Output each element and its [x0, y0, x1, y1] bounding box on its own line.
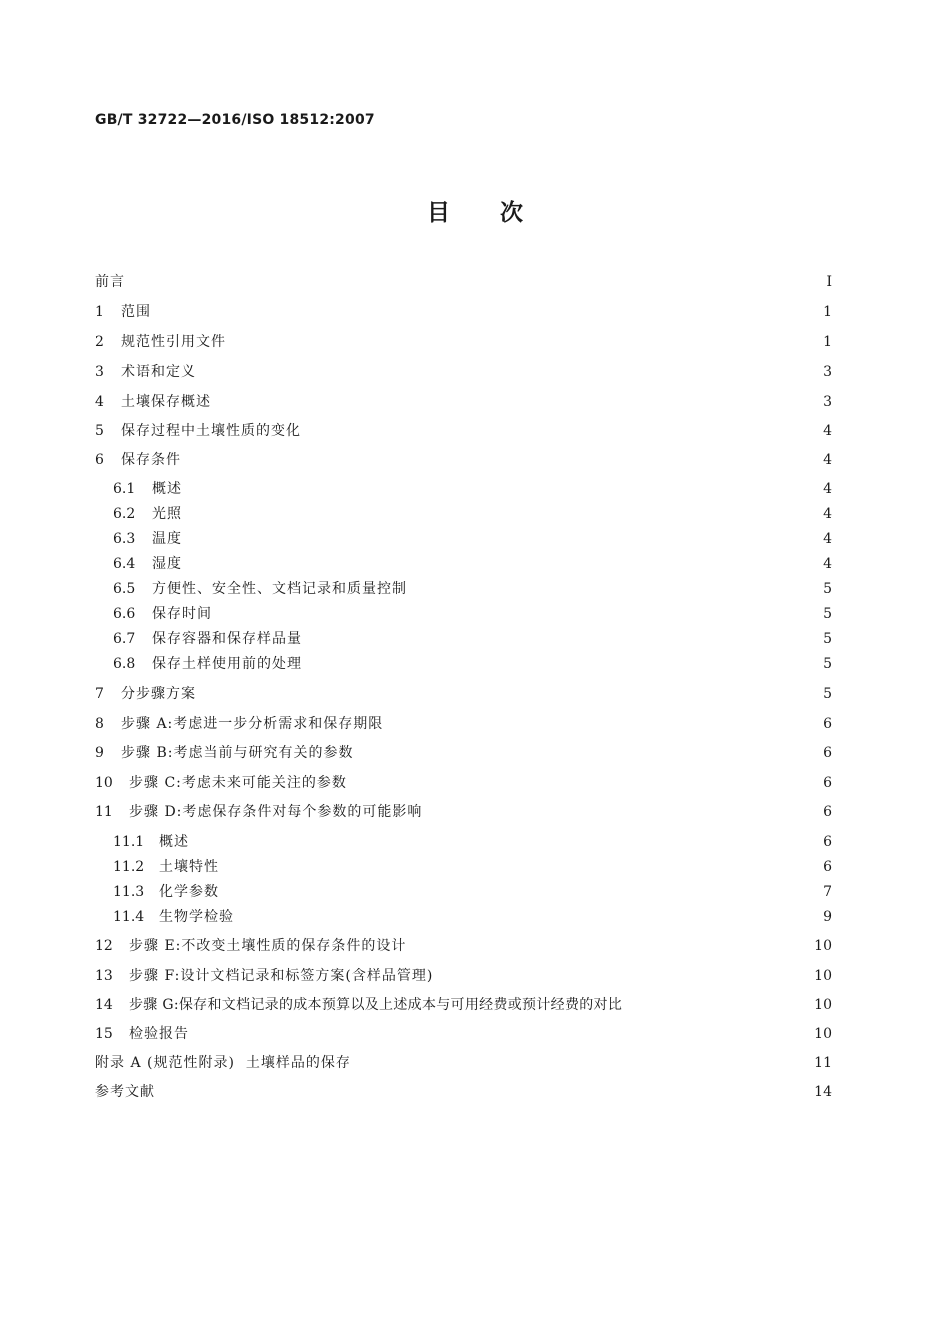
toc-entry-label: 温度	[152, 531, 182, 547]
toc-entry[interactable]	[95, 743, 832, 763]
toc-entry-page: 10	[814, 968, 832, 984]
toc-entry-page: 10	[814, 997, 832, 1013]
toc-entry-page: 6	[823, 834, 832, 850]
toc-entry-page: 4	[823, 556, 832, 572]
toc-entry[interactable]	[95, 684, 832, 704]
toc-entry-label: 保存时间	[152, 606, 212, 622]
dot-leader	[202, 684, 814, 704]
toc-entry-label: 规范性引用文件	[121, 334, 226, 350]
toc-entry-number: 11.4	[113, 909, 145, 925]
toc-entry[interactable]	[113, 882, 832, 902]
toc-entry[interactable]	[113, 479, 832, 499]
toc-entry-page: 11	[814, 1055, 832, 1071]
toc-entry[interactable]	[95, 936, 832, 956]
toc-entry-page: 5	[823, 686, 832, 702]
dot-leader	[307, 421, 814, 441]
toc-entry[interactable]	[113, 579, 832, 599]
toc-entry-number: 6.7	[113, 631, 136, 647]
toc-entry[interactable]	[113, 857, 832, 877]
toc-entry-label: 化学参数	[159, 884, 219, 900]
toc-entry-label: 步骤 A:考虑进一步分析需求和保存期限	[121, 716, 384, 732]
toc-entry-page: 6	[823, 859, 832, 875]
toc-entry-page: 6	[823, 804, 832, 820]
dot-leader	[131, 272, 814, 292]
toc-entry-number: 6.5	[113, 581, 136, 597]
dot-leader	[389, 714, 814, 734]
dot-leader	[413, 579, 814, 599]
toc-entry-page: 4	[823, 531, 832, 547]
toc-entry[interactable]	[113, 604, 832, 624]
toc-entry-label: 土壤特性	[159, 859, 219, 875]
toc-entry-label: 方便性、安全性、文档记录和质量控制	[152, 581, 407, 597]
toc-entry-number: 3	[95, 364, 104, 380]
dot-leader	[232, 332, 814, 352]
toc-entry-page: 10	[814, 938, 832, 954]
toc-entry-label: 光照	[152, 506, 182, 522]
dot-leader	[217, 392, 814, 412]
dot-leader	[353, 773, 814, 793]
toc-entry-number: 10	[95, 775, 113, 791]
toc-entry[interactable]	[95, 714, 832, 734]
toc-entry[interactable]	[113, 629, 832, 649]
dot-leader	[195, 1024, 808, 1044]
toc-entry-label: 范围	[121, 304, 151, 320]
toc-entry-label: 步骤 B:考虑当前与研究有关的参数	[121, 745, 354, 761]
toc-entry-page: 5	[823, 606, 832, 622]
toc-entry-page: 10	[814, 1026, 832, 1042]
toc-entry-label: 前言	[95, 274, 125, 290]
toc-entry[interactable]	[95, 995, 832, 1015]
dot-leader	[161, 1082, 808, 1102]
toc-entry[interactable]	[113, 504, 832, 524]
toc-entry-label: 参考文献	[95, 1084, 155, 1100]
dot-leader	[357, 1053, 808, 1073]
toc-entry-page: 4	[823, 506, 832, 522]
toc-entry-number: 8	[95, 716, 104, 732]
dot-leader	[412, 936, 808, 956]
toc-entry-number: 6.6	[113, 606, 136, 622]
dot-leader	[188, 504, 814, 524]
toc-entry-number: 11.1	[113, 834, 145, 850]
dot-leader	[308, 654, 814, 674]
toc-entry-page: 6	[823, 716, 832, 732]
toc-entry[interactable]	[95, 272, 832, 292]
toc-entry-number: 13	[95, 968, 113, 984]
toc-entry-label: 保存容器和保存样品量	[152, 631, 302, 647]
toc-entry-label: 概述	[152, 481, 182, 497]
toc-entry-page: 1	[823, 304, 832, 320]
toc-entry-number: 6.8	[113, 656, 136, 672]
toc-entry-page: 5	[823, 631, 832, 647]
dot-leader	[225, 882, 814, 902]
dot-leader	[439, 966, 808, 986]
toc-entry-page: 4	[823, 452, 832, 468]
toc-entry[interactable]	[95, 392, 832, 412]
toc-entry-number: 11.3	[113, 884, 145, 900]
toc-entry-label: 保存过程中土壤性质的变化	[121, 423, 301, 439]
toc-entry-page: Ⅰ	[826, 274, 832, 290]
toc-entry-label: 附录 A (规范性附录) 土壤样品的保存	[95, 1055, 351, 1071]
toc-entry-page: 5	[823, 656, 832, 672]
toc-entry-number: 6.1	[113, 481, 136, 497]
toc-entry-label: 分步骤方案	[121, 686, 196, 702]
toc-entry[interactable]	[113, 907, 832, 927]
standard-code: GB/T 32722—2016/ISO 18512:2007	[95, 112, 375, 128]
toc-entry[interactable]	[95, 1024, 832, 1044]
toc-entry-page: 1	[823, 334, 832, 350]
toc-entry-number: 4	[95, 394, 104, 410]
toc-entry-label: 土壤保存概述	[121, 394, 211, 410]
dot-leader	[188, 554, 814, 574]
toc-entry[interactable]	[95, 332, 832, 352]
toc-entry-page: 5	[823, 581, 832, 597]
toc-entry-number: 6	[95, 452, 104, 468]
toc-entry-page: 4	[823, 481, 832, 497]
toc-entry-label: 概述	[159, 834, 189, 850]
dot-leader	[428, 802, 814, 822]
toc-entry-label: 生物学检验	[159, 909, 234, 925]
toc-entry-label: 湿度	[152, 556, 182, 572]
dot-leader	[240, 907, 814, 927]
toc-entry[interactable]	[95, 302, 832, 322]
dot-leader	[628, 995, 808, 1015]
dot-leader	[188, 529, 814, 549]
dot-leader	[188, 479, 814, 499]
title-char-2: 次	[500, 200, 523, 226]
toc-entry-label: 步骤 C:考虑未来可能关注的参数	[129, 775, 347, 791]
toc-entry-number: 11	[95, 804, 113, 820]
toc-entry-page: 6	[823, 745, 832, 761]
toc-entry[interactable]	[95, 362, 832, 382]
toc-entry-number: 12	[95, 938, 113, 954]
toc-entry-number: 1	[95, 304, 104, 320]
toc-entry[interactable]	[95, 1053, 832, 1073]
toc-entry-page: 14	[814, 1084, 832, 1100]
toc-entry-number: 6.2	[113, 506, 136, 522]
toc-entry-label: 术语和定义	[121, 364, 196, 380]
toc-entry-number: 5	[95, 423, 104, 439]
toc-entry-label: 保存土样使用前的处理	[152, 656, 302, 672]
dot-leader	[187, 450, 814, 470]
toc-entry[interactable]	[113, 529, 832, 549]
toc-entry-label: 步骤 D:考虑保存条件对每个参数的可能影响	[129, 804, 423, 820]
toc-entry[interactable]	[95, 773, 832, 793]
page-title	[0, 194, 950, 227]
dot-leader	[195, 832, 814, 852]
title-char-1: 目	[427, 200, 450, 226]
toc-entry-label: 步骤 G:保存和文档记录的成本预算以及上述成本与可用经费或预计经费的对比	[129, 997, 623, 1013]
toc-entry-number: 2	[95, 334, 104, 350]
toc-entry[interactable]	[95, 966, 832, 986]
dot-leader	[359, 743, 814, 763]
toc-entry-page: 7	[823, 884, 832, 900]
toc-entry-number: 6.4	[113, 556, 136, 572]
toc-entry-number: 7	[95, 686, 104, 702]
toc-entry-label: 检验报告	[129, 1026, 189, 1042]
dot-leader	[225, 857, 814, 877]
toc-entry-number: 11.2	[113, 859, 145, 875]
dot-leader	[218, 604, 814, 624]
dot-leader	[308, 629, 814, 649]
toc-entry-label: 步骤 F:设计文档记录和标签方案(含样品管理)	[129, 968, 434, 984]
toc-entry[interactable]	[95, 802, 832, 822]
toc-entry-page: 3	[823, 394, 832, 410]
toc-entry[interactable]	[113, 554, 832, 574]
toc-entry-label: 步骤 E:不改变土壤性质的保存条件的设计	[129, 938, 407, 954]
toc-entry-number: 14	[95, 997, 113, 1013]
toc-entry-page: 4	[823, 423, 832, 439]
dot-leader	[157, 302, 814, 322]
dot-leader	[202, 362, 814, 382]
toc-entry-page: 9	[823, 909, 832, 925]
toc-entry-number: 15	[95, 1026, 113, 1042]
toc-entry[interactable]	[95, 421, 832, 441]
toc-entry-number: 6.3	[113, 531, 136, 547]
toc-entry-label: 保存条件	[121, 452, 181, 468]
toc-entry[interactable]	[95, 1082, 832, 1102]
toc-entry-page: 6	[823, 775, 832, 791]
toc-entry[interactable]	[113, 832, 832, 852]
toc-entry-page: 3	[823, 364, 832, 380]
toc-entry-number: 9	[95, 745, 104, 761]
toc-entry[interactable]	[113, 654, 832, 674]
toc-entry[interactable]	[95, 450, 832, 470]
